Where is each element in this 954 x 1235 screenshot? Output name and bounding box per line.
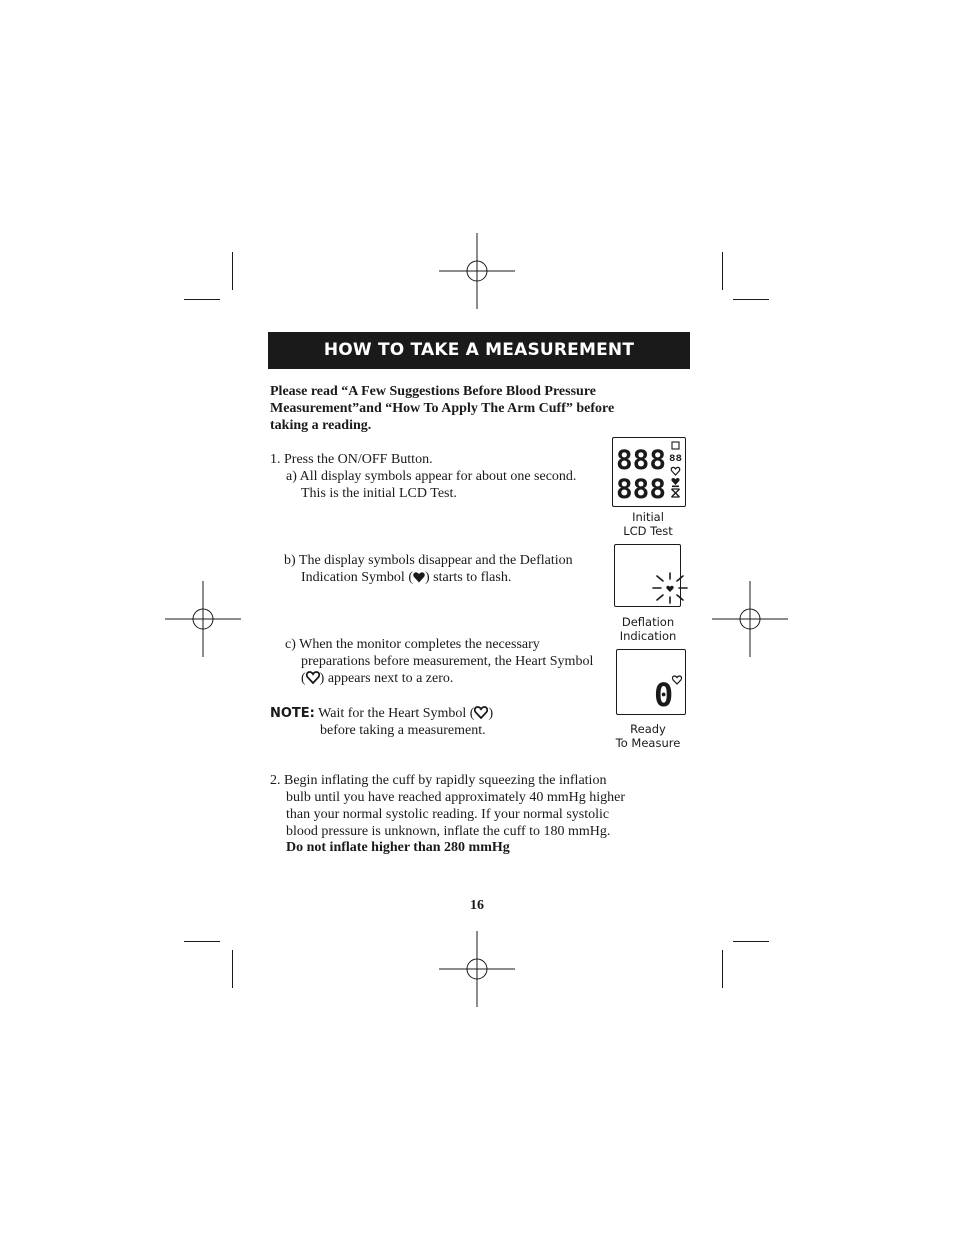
crop-mark — [722, 252, 723, 290]
step-1c-text-post: ) appears next to a zero. — [319, 671, 454, 686]
crop-mark — [232, 252, 233, 290]
heart-outline-icon — [672, 676, 681, 684]
note-text: before taking a measurement. — [320, 723, 486, 738]
deflation-heart-icon — [413, 572, 425, 583]
note-text-pre: Wait for the Heart Symbol ( — [318, 706, 475, 721]
note-label: NOTE: — [270, 706, 315, 721]
lcd-digits-bottom: 888 — [616, 474, 666, 505]
intro-line: Measurement”and “How To Apply The Arm Cuff” before — [270, 401, 615, 416]
lcd-initial-caption-line2: LCD Test — [623, 524, 673, 538]
crop-mark — [722, 950, 723, 988]
lcd-initial-test-display — [612, 437, 686, 507]
step-1b-text-post: ) starts to flash. — [425, 570, 512, 585]
step-1c-text: preparations before measurement, the Heart Symbol — [301, 654, 594, 669]
step-1b-text-pre: Indication Symbol ( — [301, 570, 413, 585]
deflation-heart-icon — [671, 478, 679, 485]
lcd-deflation-caption-line1: Deflation — [621, 615, 675, 629]
registration-mark-icon — [439, 233, 515, 309]
heart-outline-icon — [306, 671, 320, 684]
registration-mark-icon — [712, 581, 788, 657]
page-number: 16 — [470, 898, 484, 913]
step-1c-text — [301, 670, 453, 687]
crop-mark — [733, 299, 769, 300]
section-header: HOW TO TAKE A MEASUREMENT — [268, 332, 690, 369]
step-2-text: than your normal systolic reading. If your normal systolic — [286, 807, 610, 822]
crop-mark — [232, 950, 233, 988]
lcd-zero-digit: 0 — [654, 676, 674, 714]
heart-outline-icon — [671, 467, 680, 475]
step-2-text: bulb until you have reached approximately 40 mmHg higher — [286, 790, 626, 805]
step-1c-text: c) When the monitor completes the necessary — [285, 637, 540, 652]
intro-line: Please read “A Few Suggestions Before Blood Pressure — [270, 384, 596, 399]
step-1a-text: This is the initial LCD Test. — [301, 486, 457, 501]
step-1a-text: a) All display symbols appear for about one second. — [286, 469, 577, 484]
note-text-post: ) — [488, 706, 494, 721]
step-2-warning: Do not inflate higher than 280 mmHg — [286, 840, 510, 855]
crop-mark — [184, 941, 220, 942]
step-1b-text: b) The display symbols disappear and the Deflation — [284, 553, 573, 568]
crop-mark — [733, 941, 769, 942]
note — [270, 705, 493, 722]
step-2-text: 2. Begin inflating the cuff by rapidly squeezing the inflation — [270, 773, 607, 788]
step-1c-text-pre: ( — [301, 671, 306, 686]
registration-mark-icon — [165, 581, 241, 657]
lcd-ready-display — [616, 649, 686, 715]
lcd-ready-caption-line2: To Measure — [615, 736, 681, 750]
lcd-initial-caption-line1: Initial — [632, 510, 664, 524]
lcd-digits-top: 888 — [616, 445, 666, 476]
intro-line: taking a reading. — [270, 418, 372, 433]
crop-mark — [184, 299, 220, 300]
step-1-text: 1. Press the ON/OFF Button. — [270, 452, 433, 467]
lcd-small-digits: 88 — [669, 454, 682, 464]
deflation-flash-icon — [647, 572, 693, 606]
step-2-text: blood pressure is unknown, inflate the cuff to 180 mmHg. — [286, 824, 611, 839]
heart-outline-icon — [474, 706, 488, 719]
lcd-ready-caption-line1: Ready — [630, 722, 666, 736]
step-1b-text — [301, 569, 511, 586]
lcd-deflation-caption-line2: Indication — [619, 629, 677, 643]
registration-mark-icon — [439, 931, 515, 1007]
